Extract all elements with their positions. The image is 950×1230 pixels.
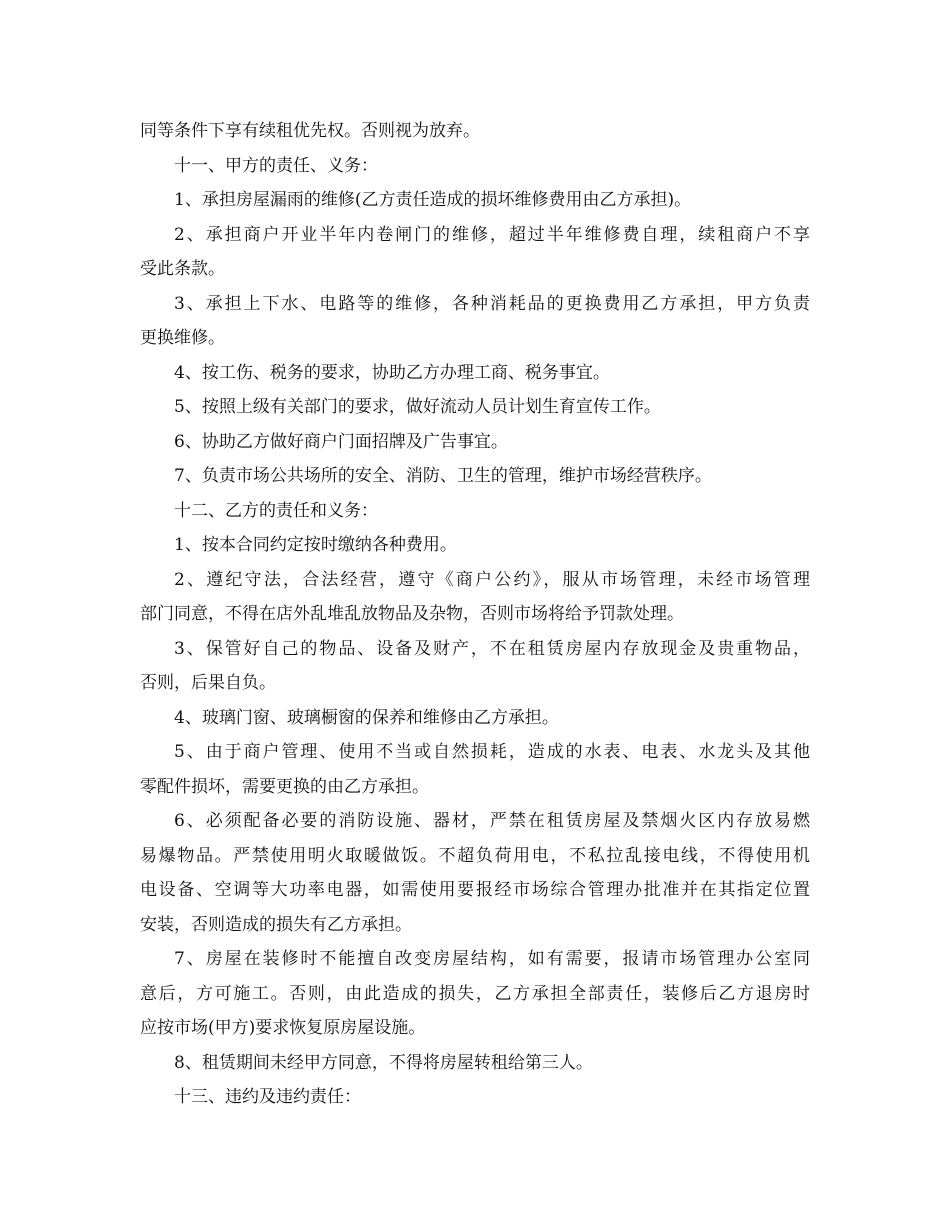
text-line: 电设备、空调等大功率电器，如需使用要报经市场综合管理办批准并在其指定位置 [140,880,810,900]
text-line: 3、保管好自己的物品、设备及财产，不在租赁房屋内存放现金及贵重物品， [174,638,810,659]
text-line: 1、按本合同约定按时缴纳各种费用。 [174,535,457,555]
text-line: 2、遵纪守法，合法经营，遵守《商户公约》，服从市场管理，未经市场管理 [174,569,810,590]
text-line: 2、承担商户开业半年内卷闸门的维修，超过半年维修费自理，续租商户不享 [174,224,810,245]
text-line: 应按市场(甲方)要求恢复原房屋设施。 [140,1018,426,1038]
section-heading: 十二、乙方的责任和义务： [174,500,378,521]
text-line: 同等条件下享有续租优先权。否则视为放弃。 [140,121,480,141]
section-heading: 十一、甲方的责任、义务： [174,155,378,176]
text-line: 5、由于商户管理、使用不当或自然损耗，造成的水表、电表、水龙头及其他 [174,742,810,762]
text-line: 受此条款。 [140,259,225,279]
text-line: 7、房屋在装修时不能擅自改变房屋结构，如有需要，报请市场管理办公室同 [174,949,810,969]
text-line: 零配件损坏，需要更换的由乙方承担。 [140,776,429,797]
text-line: 4、玻璃门窗、玻璃橱窗的保养和维修由乙方承担。 [174,707,559,728]
text-line: 否则，后果自负。 [140,673,276,693]
section-heading: 十三、违约及违约责任： [174,1087,361,1107]
text-line: 安装，否则造成的损失有乙方承担。 [140,914,412,935]
text-line: 4、按工伤、税务的要求，协助乙方办理工商、税务事宜。 [174,362,610,383]
text-line: 3、承担上下水、电路等的维修，各种消耗品的更换费用乙方承担，甲方负责 [174,293,810,314]
text-line: 6、必须配备必要的消防设施、器材，严禁在租赁房屋及禁烟火区内存放易燃 [174,811,810,831]
text-line: 部门同意，不得在店外乱堆乱放物品及杂物，否则市场将给予罚款处理。 [140,604,684,624]
text-line: 1、承担房屋漏雨的维修(乙方责任造成的损坏维修费用由乙方承担)。 [174,190,692,210]
text-line: 意后，方可施工。否则，由此造成的损失，乙方承担全部责任，装修后乙方退房时 [140,983,810,1004]
text-line: 更换维修。 [140,328,225,348]
text-line: 8、租赁期间未经甲方同意，不得将房屋转租给第三人。 [174,1052,593,1073]
text-line: 7、负责市场公共场所的安全、消防、卫生的管理，维护市场经营秩序。 [174,466,712,486]
text-line: 易爆物品。严禁使用明火取暖做饭。不超负荷用电，不私拉乱接电线，不得使用机 [140,845,810,866]
text-line: 5、按照上级有关部门的要求，做好流动人员计划生育宣传工作。 [174,397,661,417]
text-line: 6、协助乙方做好商户门面招牌及广告事宜。 [174,431,508,452]
